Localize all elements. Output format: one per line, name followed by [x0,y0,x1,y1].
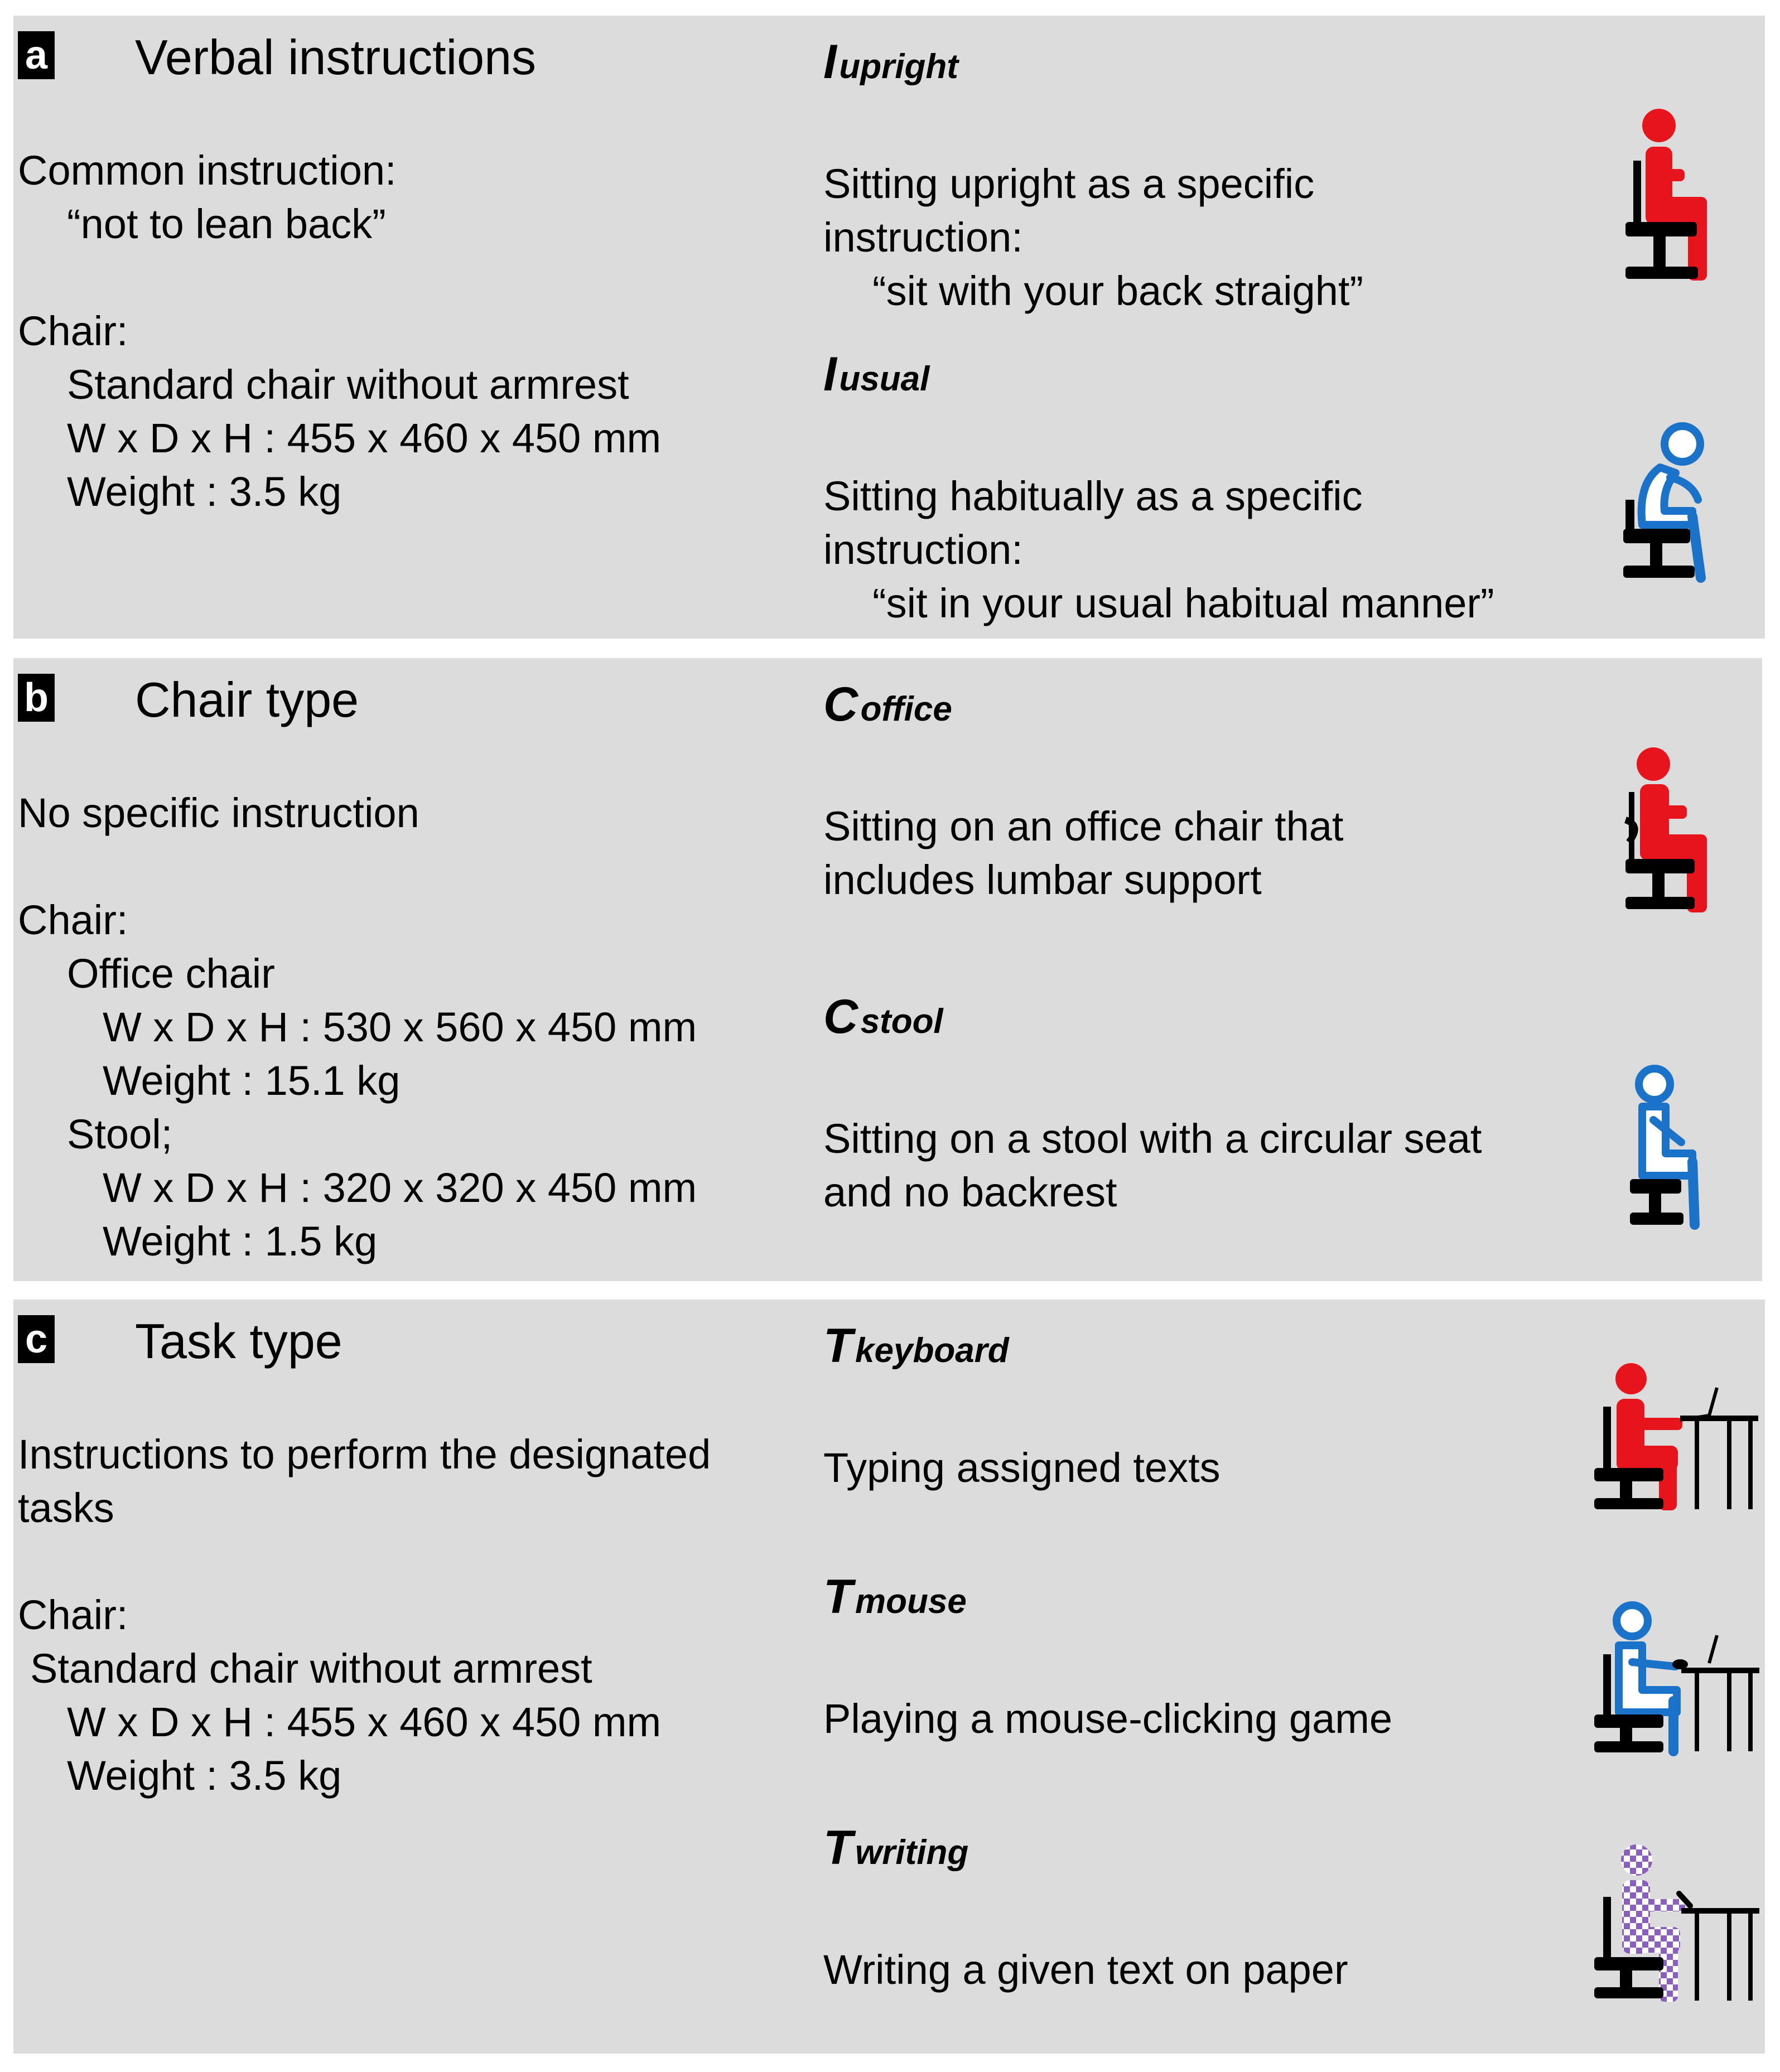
text-line: W x D x H : 455 x 460 x 450 mm [67,415,662,461]
mouse-blue-sitter-icon [1581,1601,1759,1757]
text-line: Weight : 3.5 kg [67,1752,342,1799]
condition-label: I usual [823,347,930,401]
text-line: Weight : 1.5 kg [103,1218,378,1264]
text-line: Office chair [67,950,275,997]
panel-left-text [18,1428,711,1803]
slouched-blue-sitter-icon [1609,422,1715,583]
text-line: W x D x H : 530 x 560 x 450 mm [103,1004,697,1050]
condition-text: Writing a given text on paper [823,1947,1348,1993]
condition-label: I upright [823,35,958,89]
condition-text: Playing a mouse-clicking game [823,1696,1393,1742]
condition-text: Sitting on a stool with a circular seat and no backrest [823,1115,1482,1215]
upright-red-sitter-icon [1609,108,1709,286]
condition-text: Sitting on an office chair that includes lumbar support [823,803,1344,903]
condition-label: T mouse [823,1570,967,1624]
keyboard-red-sitter-icon [1581,1362,1759,1513]
panel-letter-a: a [18,31,55,79]
text-line: tasks [18,1485,114,1531]
panel-verbal-instructions [13,16,1765,639]
condition-text: Sitting upright as a specific instruction: “sit with your back straight” [823,161,1364,314]
text-line: Chair: [18,308,128,354]
text-line: No specific instruction [18,790,419,836]
panel-heading: Verbal instructions [135,30,537,85]
text-line: “not to lean back” [67,201,386,247]
stool-blue-sitter-icon [1620,1064,1704,1231]
panel-left-text [18,144,661,519]
condition-label: T writing [823,1821,969,1875]
text-line: Chair: [18,897,128,943]
panel-letter-b: b [18,674,55,722]
text-line: Common instruction: [18,147,397,194]
text-line: Chair: [18,1592,128,1638]
condition-text: Sitting habitually as a specific instruction: “sit in your usual habitual manner” [823,473,1494,626]
condition-label: T keyboard [823,1319,1009,1373]
text-line: W x D x H : 320 x 320 x 450 mm [103,1165,697,1211]
office-chair-red-sitter-icon [1609,747,1709,915]
text-line: Weight : 3.5 kg [67,469,342,515]
writing-checkered-sitter-icon [1581,1843,1759,2005]
panel-heading: Chair type [135,672,359,727]
text-line: Instructions to perform the designated [18,1431,711,1477]
condition-text: Typing assigned texts [823,1445,1221,1491]
panel-left-text [18,786,697,1268]
panel-heading: Task type [135,1313,343,1369]
text-line: Standard chair without armrest [30,1645,592,1692]
panel-chair-type [13,658,1762,1281]
panel-letter-c: c [18,1315,55,1363]
panel-task-type [13,1300,1765,2054]
condition-label: C office [823,678,952,731]
text-line: Standard chair without armrest [67,361,629,408]
text-line: Weight : 15.1 kg [103,1057,401,1104]
text-line: W x D x H : 455 x 460 x 450 mm [67,1699,662,1745]
text-line: Stool; [67,1111,173,1157]
condition-label: C stool [823,990,943,1044]
